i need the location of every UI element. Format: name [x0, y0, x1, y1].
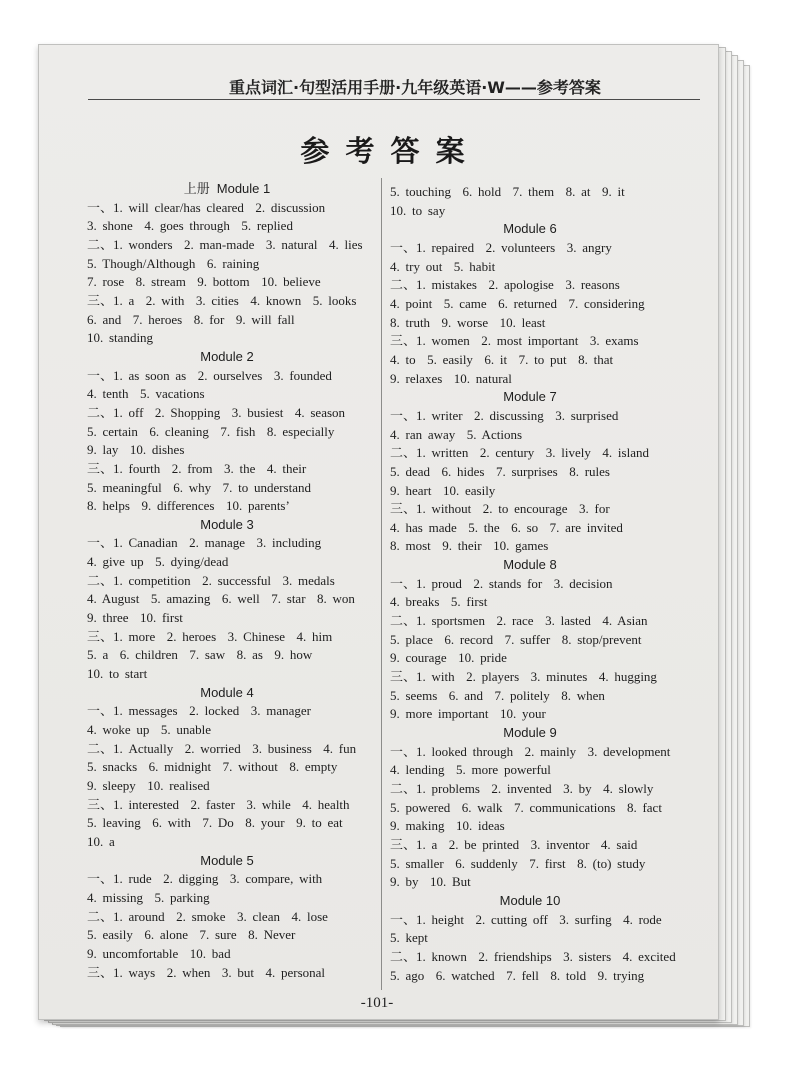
answer-line: 3. shone 4. goes through 5. replied [87, 218, 293, 234]
answer-line: 9. sleepy 10. realised [87, 778, 210, 793]
module-heading: Module 4 [200, 684, 254, 700]
answer-line: 4. breaks 5. first [390, 594, 488, 610]
answer-line: 三、1. a 2. be printed 3. inventor 4. said [390, 836, 638, 852]
volume-label: 上册 [183, 182, 210, 197]
answer-line: 一、1. Canadian 2. manage 3. including [87, 535, 322, 551]
answer-line: 10. to say [390, 202, 446, 218]
module-heading: Module 10 [499, 892, 561, 908]
answer-line: 5. snacks 6. midnight 7. without 8. empty [87, 759, 338, 775]
answer-line: 9. lay 10. dishes [87, 442, 185, 458]
answer-line: 一、1. looked through 2. mainly 3. development [390, 743, 671, 759]
page-title: 参 考 答 案 [300, 134, 468, 168]
module-heading: Module 6 [503, 221, 557, 237]
module-heading [87, 180, 367, 199]
answer-line: 一、1. height 2. cutting off 3. surfing 4. rode [390, 911, 662, 927]
answer-line: 三、1. with 2. players 3. minutes 4. hugging [390, 669, 657, 685]
answer-line: 三、1. without 2. to encourage 3. for [390, 501, 610, 517]
answer-line: 9. by 10. But [390, 874, 471, 890]
column-divider [381, 178, 382, 990]
answer-line: 10. a [87, 833, 115, 849]
answer-line: 5. Though/Although 6. raining [87, 255, 260, 271]
answer-line: 一、1. messages 2. locked 3. manager [87, 703, 312, 719]
answer-line: 5. meaningful 6. why 7. to understand [87, 479, 311, 495]
answer-line: 9. three 10. first [87, 610, 183, 626]
module-heading: Module 7 [503, 389, 557, 405]
module-heading: Module 2 [200, 348, 254, 364]
answer-line: 三、1. fourth 2. from 3. the 4. their [87, 460, 307, 476]
answer-line: 一、1. as soon as 2. ourselves 3. founded [87, 367, 332, 383]
answer-line: 8. most 9. their 10. games [390, 538, 549, 554]
answer-line: 二、1. Actually 2. worried 3. business 4. fun [87, 740, 357, 756]
answer-line: 一、1. proud 2. stands for 3. decision [390, 575, 613, 591]
answer-line: 4. woke up 5. unable [87, 722, 212, 738]
answer-line: 4. try out 5. habit [390, 258, 496, 274]
answer-line: 二、1. mistakes 2. apologise 3. reasons [390, 277, 620, 293]
answer-line: 5. easily 6. alone 7. sure 8. Never [87, 927, 296, 943]
answer-line: 三、1. a 2. with 3. cities 4. known 5. looks [87, 292, 357, 308]
answer-line: 5. certain 6. cleaning 7. fish 8. especially [87, 423, 335, 439]
answer-line: 5. powered 6. walk 7. communications 8. fact [390, 799, 662, 815]
answer-line: 5. touching 6. hold 7. them 8. at 9. it [390, 184, 625, 199]
answer-line: 二、1. wonders 2. man-made 3. natural 4. lies [87, 236, 363, 252]
answer-line: 9. more important 10. your [390, 706, 546, 722]
answer-line: 5. dead 6. hides 7. surprises 8. rules [390, 463, 610, 479]
answer-line: 9. uncomfortable 10. bad [87, 945, 231, 961]
module-heading: Module 5 [200, 852, 254, 868]
answer-line: 二、1. sportsmen 2. race 3. lasted 4. Asian [390, 613, 648, 629]
answer-line: 4. ran away 5. Actions [390, 426, 523, 442]
answer-line: 4. missing 5. parking [87, 889, 210, 905]
left-column [87, 180, 379, 982]
answer-line: 一、1. rude 2. digging 3. compare, with [87, 871, 323, 887]
answer-line: 二、1. around 2. smoke 3. clean 4. lose [87, 908, 328, 924]
answer-line: 二、1. written 2. century 3. lively 4. island [390, 445, 649, 461]
module-heading: Module 3 [200, 516, 254, 532]
answer-page [38, 44, 719, 1020]
answer-line: 一、1. writer 2. discussing 3. surprised [390, 407, 619, 423]
answer-line: 5. smaller 6. suddenly 7. first 8. (to) study [390, 855, 646, 871]
module-heading: Module 8 [503, 557, 557, 573]
right-column [390, 183, 682, 985]
answer-line: 9. heart 10. easily [390, 482, 496, 498]
answer-line: 三、1. more 2. heroes 3. Chinese 4. him [87, 628, 333, 644]
answer-line: 4. tenth 5. vacations [87, 386, 205, 402]
answer-line: 4. to 5. easily 6. it 7. to put 8. that [390, 351, 614, 367]
answer-line: 7. rose 8. stream 9. bottom 10. believe [87, 274, 321, 290]
module-heading: Module 9 [503, 725, 557, 741]
answer-line: 4. point 5. came 6. returned 7. considering [390, 295, 645, 311]
page-number: -101- [360, 995, 394, 1011]
running-header: 重点词汇·句型活用手册·九年级英语·W——参考答案 [229, 78, 601, 97]
answer-line: 4. has made 5. the 6. so 7. are invited [390, 519, 623, 535]
answer-line: 5. kept [390, 930, 428, 946]
answer-line: 10. to start [87, 666, 148, 682]
answer-line: 一、1. repaired 2. volunteers 3. angry [390, 239, 612, 255]
answer-line: 9. courage 10. pride [390, 650, 507, 666]
answer-line: 5. a 6. children 7. saw 8. as 9. how [87, 647, 313, 663]
answer-line: 5. leaving 6. with 7. Do 8. your 9. to eat [87, 815, 343, 831]
answer-line: 9. relaxes 10. natural [390, 370, 512, 386]
module-title: Module 1 [216, 181, 271, 196]
answer-line: 9. making 10. ideas [390, 818, 505, 834]
answer-line: 4. August 5. amazing 6. well 7. star 8. won [87, 591, 355, 607]
answer-line: 5. ago 6. watched 7. fell 8. told 9. trying [390, 967, 645, 983]
answer-line: 4. lending 5. more powerful [390, 762, 551, 778]
header-rule [88, 99, 700, 100]
answer-line: 5. place 6. record 7. suffer 8. stop/prevent [390, 631, 642, 647]
answer-line: 二、1. off 2. Shopping 3. busiest 4. season [87, 404, 346, 420]
answer-line: 二、1. problems 2. invented 3. by 4. slowly [390, 781, 654, 796]
answer-line: 4. give up 5. dying/dead [87, 554, 229, 570]
answer-line: 二、1. known 2. friendships 3. sisters 4. excited [390, 948, 676, 964]
answer-line: 三、1. ways 2. when 3. but 4. personal [87, 964, 326, 980]
answer-line: 6. and 7. heroes 8. for 9. will fall [87, 311, 295, 327]
answer-line: 10. standing [87, 330, 154, 346]
answer-line: 8. truth 9. worse 10. least [390, 314, 546, 330]
answer-line: 三、1. interested 2. faster 3. while 4. health [87, 796, 350, 812]
answer-line: 5. seems 6. and 7. politely 8. when [390, 687, 605, 703]
answer-line: 8. helps 9. differences 10. parents’ [87, 498, 290, 514]
answer-line: 三、1. women 2. most important 3. exams [390, 333, 639, 349]
answer-line: 一、1. will clear/has cleared 2. discussion [87, 199, 326, 215]
answer-line: 二、1. competition 2. successful 3. medals [87, 572, 335, 588]
